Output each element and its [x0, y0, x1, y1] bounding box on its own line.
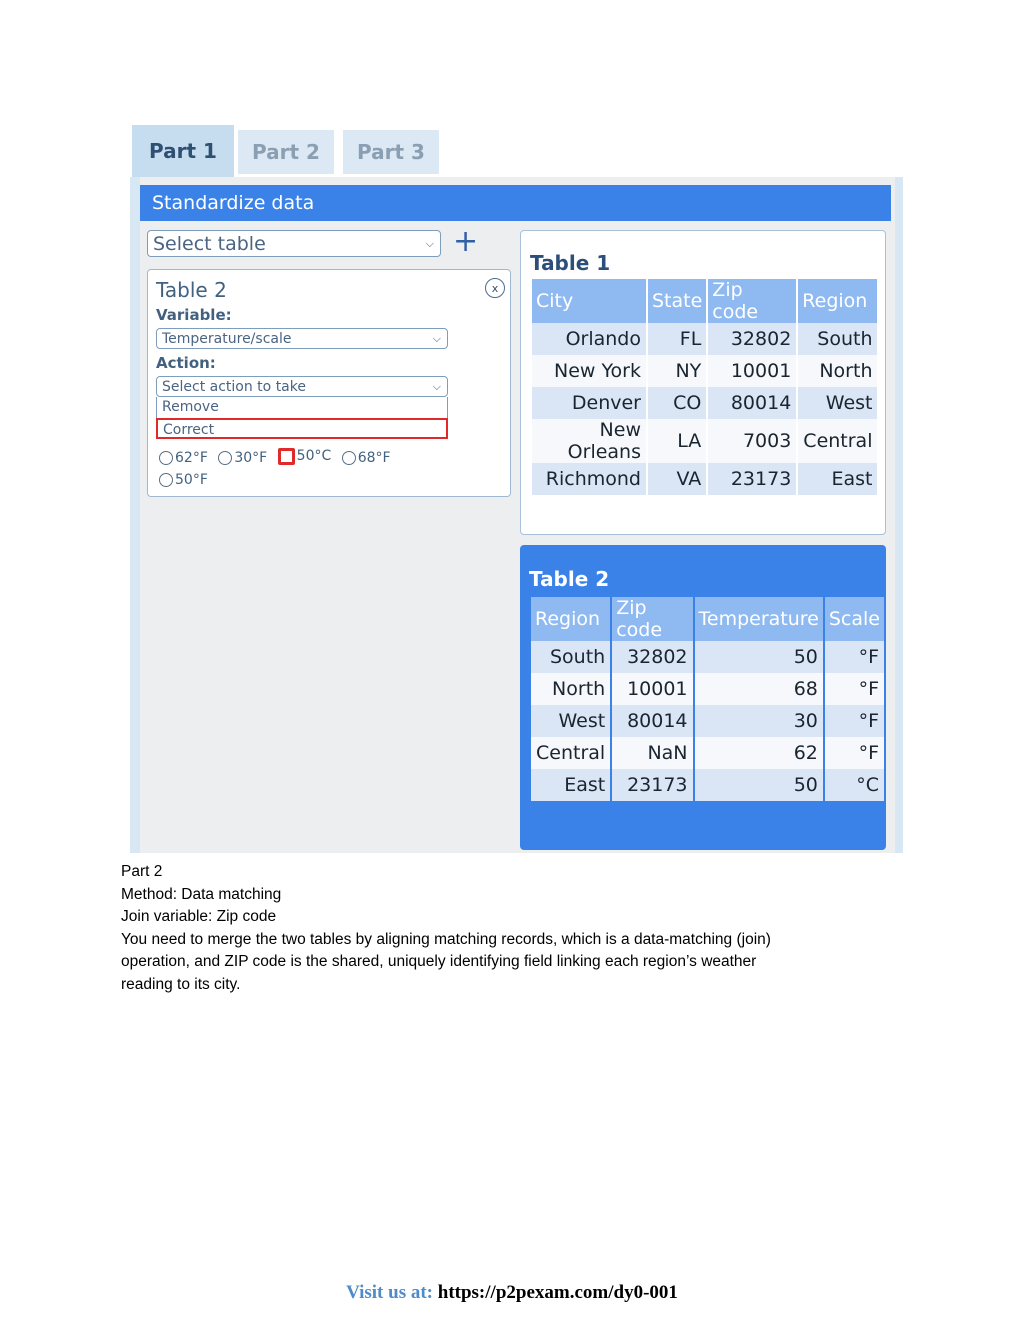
- action-value: Select action to take: [162, 378, 306, 395]
- column-header: Temperature: [695, 597, 823, 641]
- table-cell: South: [531, 641, 610, 673]
- table-row: [532, 355, 877, 387]
- table-row: [532, 463, 877, 495]
- select-table-value: Select table: [153, 232, 266, 255]
- table1: [530, 279, 879, 495]
- variable-dropdown[interactable]: [156, 328, 448, 349]
- table-cell: 80014: [612, 705, 692, 737]
- notes-method: Method: Data matching: [121, 885, 282, 903]
- table2: [529, 597, 886, 801]
- radio-50c[interactable]: [278, 445, 332, 467]
- table-cell: 62: [695, 737, 823, 769]
- table-cell: NY: [648, 355, 706, 387]
- table-cell: 50: [695, 769, 823, 801]
- table-cell: Central: [798, 419, 877, 463]
- action-option-remove[interactable]: Remove: [156, 397, 448, 418]
- table2-panel: [520, 545, 886, 850]
- table-cell: Richmond: [532, 463, 646, 495]
- table-row: [531, 737, 884, 769]
- select-table-dropdown[interactable]: [147, 230, 441, 257]
- scale-radio-group: [159, 445, 499, 491]
- card-title: Table 2: [156, 278, 227, 302]
- table-row: [532, 387, 877, 419]
- column-header: Scale: [825, 597, 884, 641]
- table-cell: 80014: [708, 387, 796, 419]
- radio-label: 62°F: [175, 449, 208, 466]
- table-cell: FL: [648, 323, 706, 355]
- close-icon[interactable]: x: [485, 278, 505, 298]
- section-title: Standardize data: [140, 185, 891, 221]
- radio-label: 50°C: [296, 448, 332, 464]
- action-option-correct[interactable]: Correct: [156, 418, 448, 439]
- table-cell: °F: [825, 673, 884, 705]
- table1-title: Table 1: [530, 251, 611, 275]
- table-cell: North: [798, 355, 877, 387]
- table-cell: New Orleans: [532, 419, 646, 463]
- table-row: [531, 769, 884, 801]
- radio-label: 30°F: [234, 449, 268, 466]
- radio-30f[interactable]: [218, 447, 267, 469]
- notes-part: Part 2: [121, 863, 163, 880]
- notes-explanation-line: operation, and ZIP code is the shared, uniquely identifying field linking each region’s weather: [121, 953, 757, 970]
- table-cell: °F: [825, 705, 884, 737]
- table-cell: 30: [695, 705, 823, 737]
- table-cell: 23173: [708, 463, 796, 495]
- table-cell: 10001: [708, 355, 796, 387]
- table-cell: 23173: [612, 769, 692, 801]
- column-header: State: [648, 279, 706, 323]
- table-cell: 68: [695, 673, 823, 705]
- radio-circle-icon: [159, 473, 173, 487]
- table-card: [147, 269, 511, 497]
- table-cell: CO: [648, 387, 706, 419]
- table-row: [531, 705, 884, 737]
- table-cell: New York: [532, 355, 646, 387]
- table-row: [531, 641, 884, 673]
- variable-label: Variable:: [156, 306, 232, 324]
- table-cell: °C: [825, 769, 884, 801]
- tab-part-3[interactable]: Part 3: [343, 130, 439, 174]
- notes-join-variable: Join variable: Zip code: [121, 908, 277, 925]
- tab-part-1[interactable]: Part 1: [132, 125, 234, 177]
- table-cell: East: [798, 463, 877, 495]
- radio-circle-icon: [342, 451, 356, 465]
- table-row: [532, 323, 877, 355]
- radio-circle-icon: [278, 448, 295, 465]
- radio-circle-icon: [218, 451, 232, 465]
- table-cell: VA: [648, 463, 706, 495]
- chevron-down-icon: ⌵: [432, 331, 441, 345]
- table-cell: 7003: [708, 419, 796, 463]
- table-cell: °F: [825, 737, 884, 769]
- table1-panel: [520, 230, 886, 535]
- notes-explanation-line: reading to its city.: [121, 975, 241, 993]
- table-cell: Orlando: [532, 323, 646, 355]
- table-cell: °F: [825, 641, 884, 673]
- explanation-notes: [121, 861, 861, 996]
- footer-prefix: Visit us at:: [346, 1282, 433, 1303]
- table-row: [531, 673, 884, 705]
- table-cell: 32802: [708, 323, 796, 355]
- table-cell: West: [798, 387, 877, 419]
- column-header: Region: [798, 279, 877, 323]
- table-cell: West: [531, 705, 610, 737]
- table-row: [532, 419, 877, 463]
- tab-part-2[interactable]: Part 2: [238, 130, 334, 174]
- column-header: Region: [531, 597, 610, 641]
- column-header: Zip code: [612, 597, 692, 641]
- table-cell: North: [531, 673, 610, 705]
- variable-value: Temperature/scale: [162, 330, 292, 347]
- add-table-icon[interactable]: +: [453, 224, 479, 259]
- notes-explanation-line: You need to merge the two tables by aligning matching records, which is a data-matching (join): [121, 930, 771, 948]
- table-cell: 10001: [612, 673, 692, 705]
- action-dropdown[interactable]: [156, 376, 448, 397]
- screenshot: [120, 125, 905, 855]
- action-label: Action:: [156, 354, 216, 372]
- column-header: Zip code: [708, 279, 796, 323]
- table-header-row: [532, 279, 877, 323]
- table2-title: Table 2: [529, 567, 610, 591]
- radio-50f[interactable]: [159, 469, 208, 491]
- chevron-down-icon: ⌵: [425, 236, 434, 250]
- radio-label: 50°F: [175, 471, 208, 488]
- table-cell: Central: [531, 737, 610, 769]
- table-cell: 32802: [612, 641, 692, 673]
- radio-label: 68°F: [357, 449, 391, 466]
- table-cell: East: [531, 769, 610, 801]
- radio-68f[interactable]: [342, 447, 391, 469]
- radio-62f[interactable]: [159, 447, 208, 469]
- radio-circle-icon: [159, 451, 173, 465]
- footer-link[interactable]: https://p2pexam.com/dy0-001: [437, 1282, 678, 1303]
- table-cell: Denver: [532, 387, 646, 419]
- chevron-down-icon: ⌵: [432, 379, 441, 393]
- table-cell: 50: [695, 641, 823, 673]
- table-header-row: [531, 597, 884, 641]
- table-cell: South: [798, 323, 877, 355]
- table-cell: NaN: [612, 737, 692, 769]
- column-header: City: [532, 279, 646, 323]
- footer: [0, 1282, 1024, 1304]
- table-cell: LA: [648, 419, 706, 463]
